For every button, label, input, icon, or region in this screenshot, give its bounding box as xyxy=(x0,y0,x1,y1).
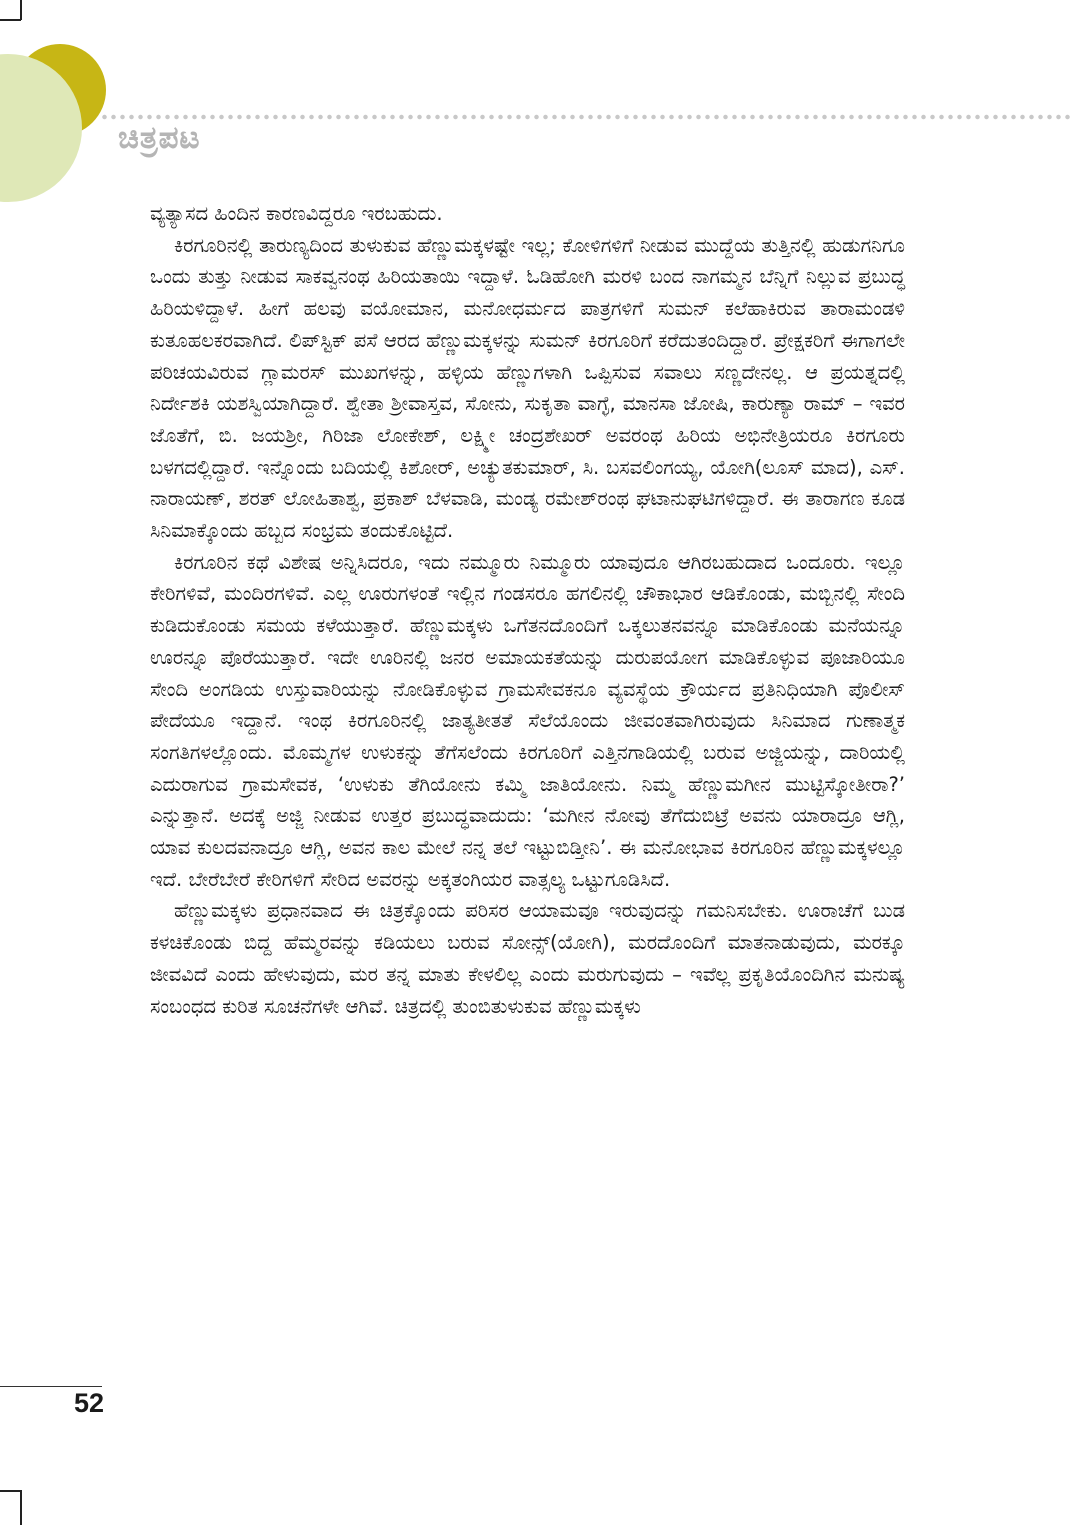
article-body xyxy=(150,198,905,1022)
crop-mark-bottom-left xyxy=(20,1490,22,1525)
paragraph: ವ್ಯತ್ಯಾಸದ ಹಿಂದಿನ ಕಾರಣವಿದ್ದರೂ ಇರಬಹುದು. xyxy=(150,202,443,225)
header-dotted-rule xyxy=(100,114,1072,120)
section-title: ಚಿತ್ರಪಟ xyxy=(118,120,201,156)
crop-mark-bottom-left-h xyxy=(0,1490,21,1492)
paragraph: ಹೆಣ್ಣುಮಕ್ಕಳು ಪ್ರಧಾನವಾದ ಈ ಚಿತ್ರಕ್ಕೊಂದು ಪರಿಸರ ಆಯಾಮವೂ ಇರುವುದನ್ನು ಗಮನಿಸಬೇಕು. ಊರಾಚೆಗೆ ಬುಡ ಕಳಚಿಕೊಂಡು ಬಿದ್ದ ಹೆಮ್ಮರವನ್ನು ಕಡಿಯಲು ಬರುವ ಸೋನ್ಸ್(ಯೋಗಿ), ಮರದೊಂದಿಗೆ ಮಾತನಾಡುವುದು, ಮರಕ್ಕೂ ಜೀವವಿದೆ ಎಂದು ಹೇಳುವುದು, ಮರ ತನ್ನ ಮಾತು ಕೇಳಲಿಲ್ಲ ಎಂದು ಮರುಗುವುದು – ಇವೆಲ್ಲ ಪ್ರಕೃತಿಯೊಂದಿಗಿನ ಮನುಷ್ಯ ಸಂಬಂಧದ ಕುರಿತ ಸೂಚನೆಗಳೇ ಆಗಿವೆ. ಚಿತ್ರದಲ್ಲಿ ತುಂಬಿತುಳುಕುವ ಹೆಣ್ಣುಮಕ್ಕಳು xyxy=(150,899,905,1018)
paragraph: ಕಿರಗೂರಿನಲ್ಲಿ ತಾರುಣ್ಯದಿಂದ ತುಳುಕುವ ಹೆಣ್ಣುಮಕ್ಕಳಷ್ಟೇ ಇಲ್ಲ; ಕೋಳಿಗಳಿಗೆ ನೀಡುವ ಮುದ್ದೆಯ ತುತ್ತಿನಲ್ಲಿ ಹುಡುಗನಿಗೂ ಒಂದು ತುತ್ತು ನೀಡುವ ಸಾಕವ್ವನಂಥ ಹಿರಿಯತಾಯಿ ಇದ್ದಾಳೆ. ಓಡಿಹೋಗಿ ಮರಳಿ ಬಂದ ನಾಗಮ್ಮನ ಬೆನ್ನಿಗೆ ನಿಲ್ಲುವ ಪ್ರಬುದ್ಧ ಹಿರಿಯಳಿದ್ದಾಳೆ. ಹೀಗೆ ಹಲವು ವಯೋಮಾನ, ಮನೋಧರ್ಮದ ಪಾತ್ರಗಳಿಗೆ ಸುಮನ್ ಕಲೆಹಾಕಿರುವ ತಾರಾಮಂಡಳಿ ಕುತೂಹಲಕರವಾಗಿದೆ. ಲಿಪ್‌ಸ್ಟಿಕ್ ಪಸೆ ಆರದ ಹೆಣ್ಣುಮಕ್ಕಳನ್ನು ಸುಮನ್ ಕಿರಗೂರಿಗೆ ಕರೆದುತಂದಿದ್ದಾರೆ. ಪ್ರೇಕ್ಷಕರಿಗೆ ಈಗಾಗಲೇ ಪರಿಚಯವಿರುವ ಗ್ಲಾಮರಸ್ ಮುಖಗಳನ್ನು, ಹಳ್ಳಿಯ ಹೆಣ್ಣುಗಳಾಗಿ ಒಪ್ಪಿಸುವ ಸವಾಲು ಸಣ್ಣದೇನಲ್ಲ. ಆ ಪ್ರಯತ್ನದಲ್ಲಿ ನಿರ್ದೇಶಕಿ ಯಶಸ್ವಿಯಾಗಿದ್ದಾರೆ. ಶ್ವೇತಾ ಶ್ರೀವಾಸ್ತವ, ಸೋನು, ಸುಕೃತಾ ವಾಗ್ಳೆ, ಮಾನಸಾ ಜೋಷಿ, ಕಾರುಣ್ಯಾ ರಾಮ್ – ಇವರ ಜೊತೆಗೆ, ಬಿ. ಜಯಶ್ರೀ, ಗಿರಿಜಾ ಲೋಕೇಶ್, ಲಕ್ಷ್ಮೀ ಚಂದ್ರಶೇಖರ್ ಅವರಂಥ ಹಿರಿಯ ಅಭಿನೇತ್ರಿಯರೂ ಕಿರಗೂರು ಬಳಗದಲ್ಲಿದ್ದಾರೆ. ಇನ್ನೊಂದು ಬದಿಯಲ್ಲಿ ಕಿಶೋರ್, ಅಚ್ಯುತಕುಮಾರ್, ಸಿ. ಬಸವಲಿಂಗಯ್ಯ, ಯೋಗಿ(ಲೂಸ್ ಮಾದ), ಎಸ್. ನಾರಾಯಣ್, ಶರತ್ ಲೋಹಿತಾಶ್ವ, ಪ್ರಕಾಶ್ ಬೆಳವಾಡಿ, ಮಂಡ್ಯ ರಮೇಶ್‌ರಂಥ ಘಟಾನುಘಟಿಗಳಿದ್ದಾರೆ. ಈ ತಾರಾಗಣ ಕೂಡ ಸಿನಿಮಾಕ್ಕೊಂದು ಹಬ್ಬದ ಸಂಭ್ರಮ ತಂದುಕೊಟ್ಟಿದೆ. xyxy=(150,233,905,543)
footer-rule xyxy=(0,1386,102,1387)
page-number: 52 xyxy=(74,1388,105,1418)
paragraph: ಕಿರಗೂರಿನ ಕಥೆ ವಿಶೇಷ ಅನ್ನಿಸಿದರೂ, ಇದು ನಮ್ಮೂರು ನಿಮ್ಮೂರು ಯಾವುದೂ ಆಗಿರಬಹುದಾದ ಒಂದೂರು. ಇಲ್ಲೂ ಕೇರಿಗಳಿವೆ, ಮಂದಿರಗಳಿವೆ. ಎಲ್ಲ ಊರುಗಳಂತೆ ಇಲ್ಲಿನ ಗಂಡಸರೂ ಹಗಲಿನಲ್ಲಿ ಚೌಕಾಭಾರ ಆಡಿಕೊಂಡು, ಮಬ್ಬಿನಲ್ಲಿ ಸೇಂದಿ ಕುಡಿದುಕೊಂಡು ಸಮಯ ಕಳೆಯುತ್ತಾರೆ. ಹೆಣ್ಣುಮಕ್ಕಳು ಒಗೆತನದೊಂದಿಗೆ ಒಕ್ಕಲುತನವನ್ನೂ ಮಾಡಿಕೊಂಡು ಮನೆಯನ್ನೂ ಊರನ್ನೂ ಪೊರೆಯುತ್ತಾರೆ. ಇದೇ ಊರಿನಲ್ಲಿ ಜನರ ಅಮಾಯಕತೆಯನ್ನು ದುರುಪಯೋಗ ಮಾಡಿಕೊಳ್ಳುವ ಪೂಜಾರಿಯೂ ಸೇಂದಿ ಅಂಗಡಿಯ ಉಸ್ತುವಾರಿಯನ್ನು ನೋಡಿಕೊಳ್ಳುವ ಗ್ರಾಮಸೇವಕನೂ ವ್ಯವಸ್ಥೆಯ ಕ್ರೌರ್ಯದ ಪ್ರತಿನಿಧಿಯಾಗಿ ಪೊಲೀಸ್ ಪೇದೆಯೂ ಇದ್ದಾನೆ. ಇಂಥ ಕಿರಗೂರಿನಲ್ಲಿ ಜಾತ್ಯತೀತತೆ ಸೆಲೆಯೊಂದು ಜೀವಂತವಾಗಿರುವುದು ಸಿನಿಮಾದ ಗುಣಾತ್ಮಕ ಸಂಗತಿಗಳಲ್ಲೊಂದು. ಮೊಮ್ಮಗಳ ಉಳುಕನ್ನು ತೆಗೆಸಲೆಂದು ಕಿರಗೂರಿಗೆ ಎತ್ತಿನಗಾಡಿಯಲ್ಲಿ ಬರುವ ಅಜ್ಜಿಯನ್ನು, ದಾರಿಯಲ್ಲಿ ಎದುರಾಗುವ ಗ್ರಾಮಸೇವಕ, ‘ಉಳುಕು ತೆಗಿಯೋನು ಕಮ್ಮಿ ಜಾತಿಯೋನು. ನಿಮ್ಮ ಹೆಣ್ಣುಮಗೀನ ಮುಟ್ಟಿಸ್ಕೋತೀರಾ?’ ಎನ್ನುತ್ತಾನೆ. ಅದಕ್ಕೆ ಅಜ್ಜಿ ನೀಡುವ ಉತ್ತರ ಪ್ರಬುದ್ಧವಾದುದು: ‘ಮಗೀನ ನೋವು ತೆಗೆದುಬಿಟ್ರೆ ಅವನು ಯಾರಾದ್ರೂ ಆಗ್ಲಿ, ಯಾವ ಕುಲದವನಾದ್ರೂ ಆಗ್ಲಿ, ಅವನ ಕಾಲ ಮೇಲೆ ನನ್ನ ತಲೆ ಇಟ್ಟುಬಿಡ್ತೀನಿ’. ಈ ಮನೋಭಾವ ಕಿರಗೂರಿನ ಹೆಣ್ಣುಮಕ್ಕಳಲ್ಲೂ ಇದೆ. ಬೇರೆಬೇರೆ ಕೇರಿಗಳಿಗೆ ಸೇರಿದ ಅವರನ್ನು ಅಕ್ಕತಂಗಿಯರ ವಾತ್ಸಲ್ಯ ಒಟ್ಟುಗೂಡಿಸಿದೆ. xyxy=(150,550,905,891)
